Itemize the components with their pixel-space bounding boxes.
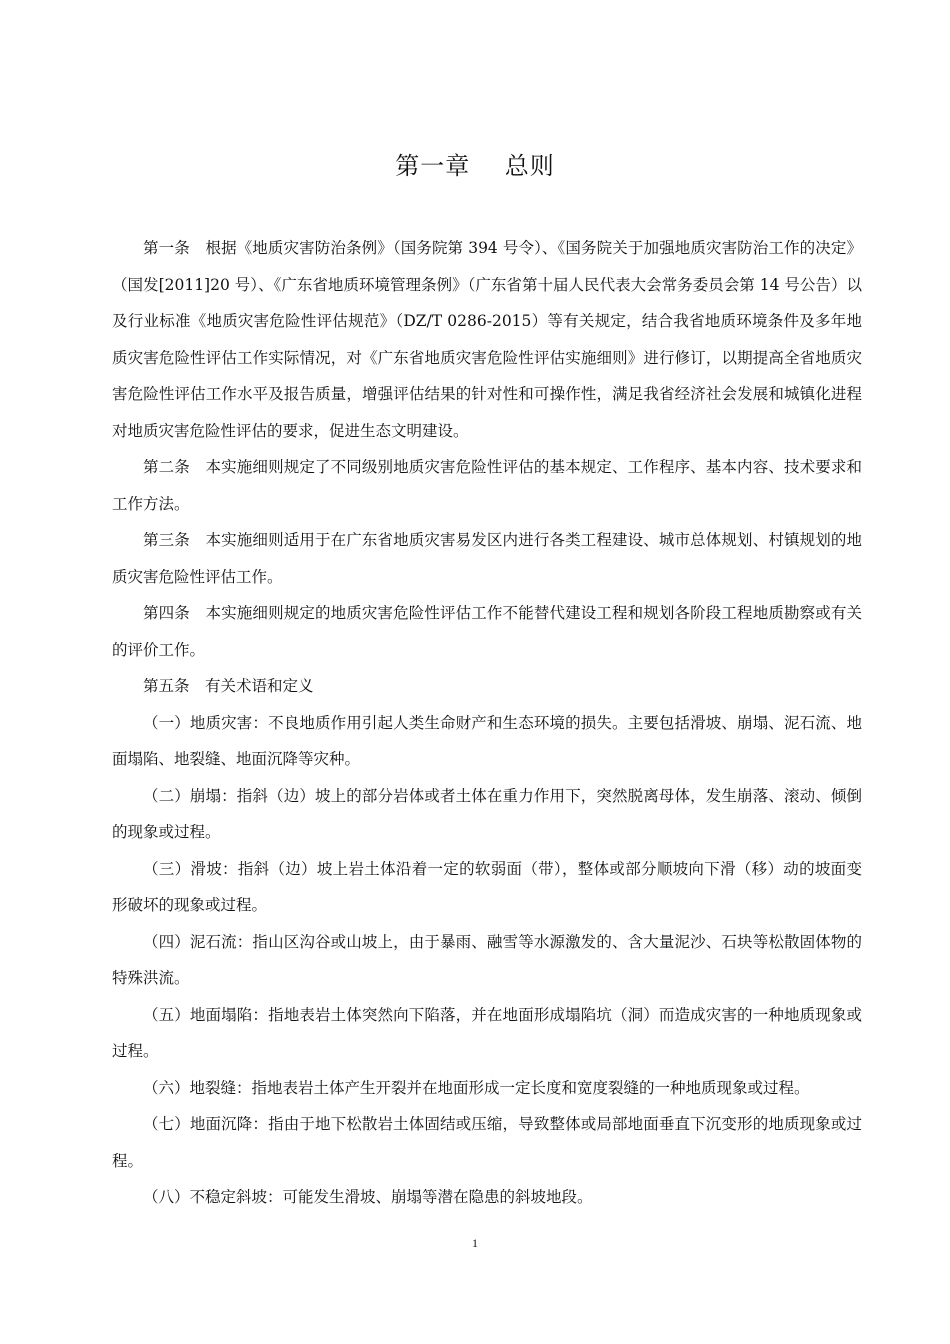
chapter-title: 第一章 总则 — [395, 152, 555, 180]
definition-unstable-slope: （八）不稳定斜坡：可能发生滑坡、崩塌等潜在隐患的斜坡地段。 — [143, 1188, 593, 1206]
definition-collapse: （二）崩塌：指斜（边）坡上的部分岩体或者土体在重力作用下，突然脱离母体，发生崩落、滚动、倾倒的现象或过程。 — [112, 786, 862, 841]
page-number: 1 — [472, 1236, 478, 1250]
article-2-paragraph: 第二条 本实施细则规定了不同级别地质灾害危险性评估的基本规定、工作程序、基本内容、技术要求和工作方法。 — [112, 458, 862, 513]
definition-geological-hazard: （一）地质灾害：不良地质作用引起人类生命财产和生态环境的损失。主要包括滑坡、崩塌、泥石流、地面塌陷、地裂缝、地面沉降等灾种。 — [112, 713, 862, 768]
definition-land-subsidence: （七）地面沉降：指由于地下松散岩土体固结或压缩，导致整体或局部地面垂直下沉变形的地质现象或过程。 — [112, 1115, 862, 1170]
definition-landslide: （三）滑坡：指斜（边）坡上岩土体沿着一定的软弱面（带），整体或部分顺坡向下滑（移）动的坡面变形破坏的现象或过程。 — [112, 859, 862, 914]
article-4-paragraph: 第四条 本实施细则规定的地质灾害危险性评估工作不能替代建设工程和规划各阶段工程地质勘察或有关的评价工作。 — [112, 604, 862, 659]
article-1-paragraph: 第一条 根据《地质灾害防治条例》（国务院第 394 号令）、《国务院关于加强地质灾害防治工作的决定》（国发[2011]20 号）、《广东省地质环境管理条例》（广东省第十届人民代表大会常务委员会第 14 号公告）以及行业标准《地质灾害危险性评估规范》（DZ/T 0286-2015）等有关规定，结合我省地质环境条件及多年地质灾害危险性评估工作实际情况，对《广东省地质灾害危险性评估实施细则》进行修订，以期提高全省地质灾害危险性评估工作水平及报告质量，增强评估结果的针对性和可操作性，满足我省经济社会发展和城镇化进程对地质灾害危险性评估的要求，促进生态文明建设。 — [112, 239, 862, 440]
document-body — [112, 230, 862, 1216]
article-5-heading: 第五条 有关术语和定义 — [143, 677, 314, 695]
definition-ground-fissure: （六）地裂缝：指地表岩土体产生开裂并在地面形成一定长度和宽度裂缝的一种地质现象或过程。 — [143, 1078, 810, 1097]
definition-ground-subsidence-collapse: （五）地面塌陷：指地表岩土体突然向下陷落，并在地面形成塌陷坑（洞）而造成灾害的一种地质现象或过程。 — [112, 1005, 862, 1060]
definition-debris-flow: （四）泥石流：指山区沟谷或山坡上，由于暴雨、融雪等水源激发的、含大量泥沙、石块等松散固体物的特殊洪流。 — [112, 932, 862, 987]
article-3-paragraph: 第三条 本实施细则适用于在广东省地质灾害易发区内进行各类工程建设、城市总体规划、村镇规划的地质灾害危险性评估工作。 — [112, 531, 862, 586]
